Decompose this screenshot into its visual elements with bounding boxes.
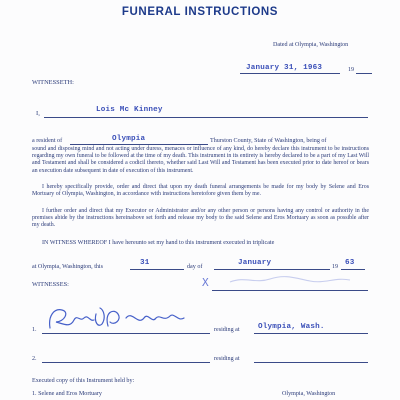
holder1-name: 1. Selene and Eros Mortuary (32, 391, 102, 397)
declarant-name: Lois Mc Kinney (96, 106, 163, 114)
witnesses-label: WITNESSES: (32, 281, 69, 288)
date-suffix: 19 (348, 67, 355, 73)
svg-text:X: X (202, 276, 209, 289)
date-value: January 31, 1963 (246, 64, 323, 72)
name-underline (44, 117, 368, 118)
declarant-signature-mark (200, 270, 370, 290)
paragraph-arrangements (32, 184, 369, 198)
date-underline (240, 73, 340, 74)
witness1-number: 1. (32, 327, 37, 333)
resident-prefix: a resident of (32, 138, 63, 144)
resident-underline (70, 144, 208, 145)
paragraph-executor (32, 208, 369, 230)
paragraph-declaration: sound and disposing mind and not acting under duress, menaces or influence of any kind, do hereby declare this instrument to be instructions regarding my own funeral to be followed at the time of my death. This instrument in its entirety is hereby declared to be a part of my Last Will and Testament and shall be considered a codicil thereto, whether said Last Will and Testament has been executed prior to date hereof or bears an execution date subsequent in date of execution of this instrument. (32, 146, 369, 174)
dated-label: Dated at Olympia, Washington (273, 42, 349, 48)
witness1-signature-line (42, 333, 210, 334)
exec-year: 63 (345, 259, 355, 267)
witness1-residing-label: residing at (214, 327, 240, 333)
exec-day: 31 (140, 259, 150, 267)
witness2-residing-label: residing at (214, 356, 240, 362)
witness2-number: 2. (32, 356, 37, 362)
witness2-signature-line (42, 362, 210, 363)
holder1-place: Olympia, Washington (282, 391, 336, 397)
witness-whereof: IN WITNESS WHEREOF I have hereunto set my hand to this instrument executed in triplicate (42, 240, 275, 246)
witnesseth-heading: WITNESSETH: (32, 79, 74, 86)
exec-19: 19 (332, 264, 339, 270)
executed-copy-label: Executed copy of this Instrument held by: (32, 378, 135, 384)
exec-prefix: at Olympia, Washington, this (32, 264, 103, 270)
paragraph-executor-text: I further order and direct that my Executor or Administrator and/or any other person or persons having any control or authority in the premises abide by the instructions hereinabove set forth and release my body to the said Selene and Eros Mortuary as soon as possible after my death. (32, 208, 369, 229)
witness1-place-line (254, 333, 368, 334)
document-title: FUNERAL INSTRUCTIONS (121, 6, 279, 18)
exec-month: January (238, 259, 272, 267)
paragraph-arrangements-text: I hereby specifically provide, order and direct that upon my death funeral arrangements be made for my body by Selene and Eros Mortuary of Olympia, Washington, in accordance with instructions heretofore given them by me. (32, 184, 369, 198)
witness1-place: Olympia, Wash. (258, 323, 325, 331)
declarant-signature-line (212, 290, 368, 291)
witness2-place-line (254, 362, 368, 363)
date-suffix-underline (356, 73, 372, 74)
day-of-label: day of (187, 264, 203, 270)
i-label: I, (36, 110, 40, 117)
exec-day-underline (130, 269, 184, 270)
resident-suffix: Thurston County, State of Washington, being of (210, 138, 327, 144)
witness1-signature (44, 304, 204, 332)
resident-city: Olympia (112, 135, 146, 143)
